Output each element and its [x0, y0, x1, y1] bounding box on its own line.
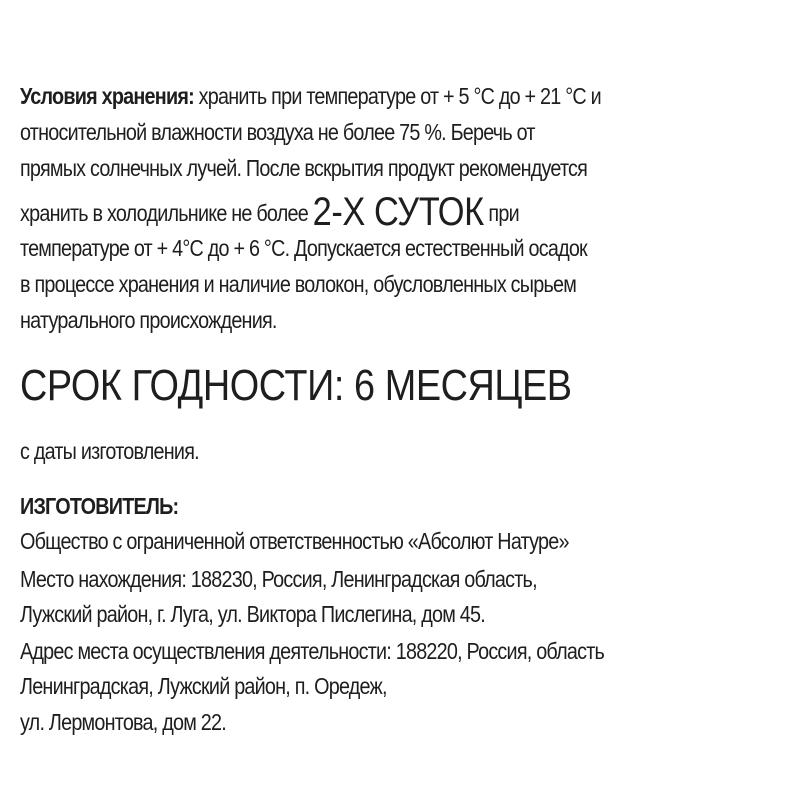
storage-line-5: температуре от + 4°С до + 6 °С. Допускается естественный осадок [20, 235, 587, 261]
manufacturer-line-5: Ленинградская, Лужский район, п. Оредеж, [20, 673, 387, 699]
shelf-life-heading: СРОК ГОДНОСТИ: 6 МЕСЯЦЕВ [20, 361, 572, 410]
storage-heading: Условия хранения: [20, 83, 194, 109]
storage-line-4-end: при [483, 200, 519, 226]
manufacturer-line-6: ул. Лермонтова, дом 22. [20, 709, 226, 735]
manufacturer-heading: ИЗГОТОВИТЕЛЬ: [20, 493, 179, 519]
storage-line-1 [20, 82, 601, 110]
storage-line-1-text: хранить при температуре от + 5 °С до + 21 °С и [193, 83, 601, 109]
storage-line-6: в процессе хранения и наличие волокон, обусловленных сырьем [20, 271, 577, 297]
manufacturer-line-2: Место нахождения: 188230, Россия, Ленинградская область, [20, 566, 537, 592]
manufacturer-line-4: Адрес места осуществления деятельности: 188220, Россия, область [20, 638, 605, 664]
manufacturer-line-3: Лужский район, г. Луга, ул. Виктора Пислегина, дом 45. [20, 601, 485, 627]
storage-line-3: прямых солнечных лучей. После вскрытия продукт рекомендуется [20, 155, 588, 181]
shelf-life-note: с даты изготовления. [20, 438, 199, 464]
manufacturer-line-1: Общество с ограниченной ответственностью «Абсолют Натуре» [20, 528, 569, 554]
storage-emphasis: 2-Х СУТОК [312, 190, 484, 234]
storage-line-4 [20, 190, 519, 234]
storage-line-2: относительной влажности воздуха не более 75 %. Беречь от [20, 119, 535, 145]
storage-line-7: натурального происхождения. [20, 307, 277, 333]
storage-line-4-start: хранить в холодильнике не более [20, 200, 313, 226]
